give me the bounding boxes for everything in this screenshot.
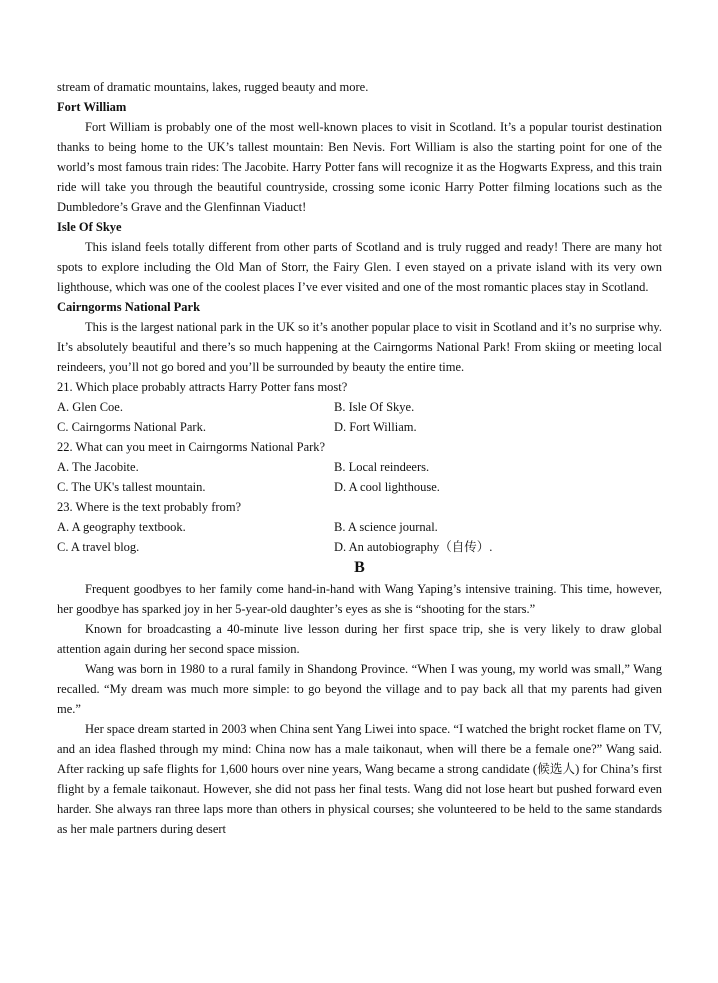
question-stem: 23. Where is the text probably from? xyxy=(57,500,242,514)
section-body: This island feels totally different from other parts of Scotland and is truly rugged and ready! There are many hot spots to explore including the Old Man of Storr, the Fairy Glen. I even stayed on a private island with its very own lighthouse, which was one of the coolest places I’ve ever visited and one of the most romantic places stay in Scotland. xyxy=(57,240,662,294)
option-b: B. Local reindeers. xyxy=(334,460,430,474)
section-heading: Fort William xyxy=(57,100,127,114)
section-body: This is the largest national park in the UK so it’s another popular place to visit in Scotland and it’s no surprise why. It’s absolutely beautiful and there’s so much happening at the Cairngorms National Park! From skiing or meeting local reindeers, you’ll not go bored and you’ll be surrounded by beauty the entire time. xyxy=(57,320,662,374)
section-body: Fort William is probably one of the most well-known places to visit in Scotland. It’s a popular tourist destination thanks to being home to the UK’s tallest mountain: Ben Nevis. Fort William is also the starting point for one of the world’s most famous train rides: The Jacobite. Harry Potter fans will recognize it as the Hogwarts Express, and this train ride will take you through the beautiful countryside, crossing some iconic Harry Potter filming locations such as the Dumbledore’s Grave and the Glenfinnan Viaduct! xyxy=(57,120,662,214)
option-d: D. An autobiography（自传）. xyxy=(334,540,493,554)
option-b: B. Isle Of Skye. xyxy=(334,400,415,414)
section-heading: Isle Of Skye xyxy=(57,220,122,234)
option-c: C. Cairngorms National Park. xyxy=(57,420,206,434)
question-23 xyxy=(57,497,662,557)
option-a: A. The Jacobite. xyxy=(57,460,139,474)
passage-b-paragraph: Her space dream started in 2003 when China sent Yang Liwei into space. “I watched the bright rocket flame on TV, and an idea flashed through my mind: China now has a male taikonaut, when will there be a female one?” Wang said. After racking up safe flights for 1,600 hours over nine years, Wang became a strong candidate (候选人) for China’s first flight by a female taikonaut. However, she did not pass her final tests. Wang did not lose heart but pushed forward even harder. She always ran three laps more than others in physical courses; she volunteered to be held to the same standards as her male partners during desert xyxy=(57,722,662,836)
option-a: A. A geography textbook. xyxy=(57,520,186,534)
option-b: B. A science journal. xyxy=(334,520,438,534)
option-c: C. A travel blog. xyxy=(57,540,140,554)
question-21 xyxy=(57,377,662,437)
option-a: A. Glen Coe. xyxy=(57,400,123,414)
passage-b-paragraph: Wang was born in 1980 to a rural family in Shandong Province. “When I was young, my world was small,” Wang recalled. “My dream was much more simple: to go beyond the village and to pay back all that my parents had given me.” xyxy=(57,662,662,716)
document-page xyxy=(57,77,662,839)
passage-b-paragraph: Known for broadcasting a 40-minute live lesson during her first space trip, she is very likely to draw global attention again during her second space mission. xyxy=(57,622,662,656)
section-heading: Cairngorms National Park xyxy=(57,300,201,314)
option-d: D. A cool lighthouse. xyxy=(334,480,440,494)
option-d: D. Fort William. xyxy=(334,420,417,434)
passage-b-paragraph: Frequent goodbyes to her family come hand-in-hand with Wang Yaping’s intensive training. This time, however, her goodbye has sparked joy in her 5-year-old daughter’s eyes as she is “shooting for the stars.” xyxy=(57,582,662,616)
question-stem: 22. What can you meet in Cairngorms National Park? xyxy=(57,440,326,454)
passage-b-label: B xyxy=(354,559,365,576)
question-stem: 21. Which place probably attracts Harry Potter fans most? xyxy=(57,380,348,394)
option-c: C. The UK's tallest mountain. xyxy=(57,480,206,494)
section-cairngorms xyxy=(57,297,662,377)
question-22 xyxy=(57,437,662,497)
passage-a-intro-tail: stream of dramatic mountains, lakes, rugged beauty and more. xyxy=(57,80,369,94)
section-fort-william xyxy=(57,97,662,217)
section-isle-of-skye xyxy=(57,217,662,297)
